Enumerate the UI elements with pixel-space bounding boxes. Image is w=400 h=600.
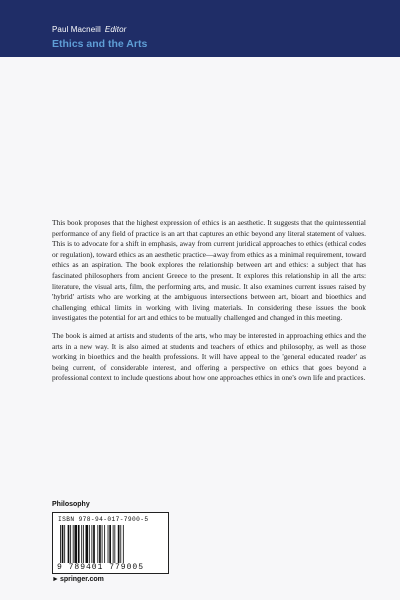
barcode-number: 9 789401 779005: [57, 563, 145, 572]
isbn-label: ISBN 978-94-017-7900-5: [58, 516, 149, 523]
publisher-url: springer.com: [59, 576, 104, 583]
barcode-bar: [74, 525, 77, 563]
subject-category: Philosophy: [52, 501, 90, 508]
barcode-bar: [60, 525, 61, 563]
blurb-paragraph: The book is aimed at artists and students of the arts, who may be interested in approaching ethics and the arts in a new way. It is also aimed at students and teachers of ethics and philosophy, as well as those working in bioethics and the health professions. It will have appeal to the 'general educated reader' as being current, of considerable interest, and offering a perspective on ethics that goes beyond a professional context to include questions about how one approaches ethics in one's own life and practices.: [52, 330, 366, 383]
barcode-bar: [64, 525, 65, 563]
barcode-bar: [99, 525, 101, 563]
barcode-bars: [60, 525, 164, 563]
blurb-paragraph: This book proposes that the highest expression of ethics is an aesthetic. It suggests that the quintessential performance of any field of practice is an art that captures an ethic beyond any literal statement of values. This is to advocate for a shift in emphasis, away from current juridical approaches to ethics (ethical codes or regulation), toward ethics as an aesthetic practice—away from ethics as a minimal requirement, toward ethics as an aspiration. The book explores the relationship between art and ethics: a subject that has fascinated philosophers from ancient Greece to the present. It explores this relationship in all the arts: literature, the visual arts, film, the performing arts, and music. It also examines current issues raised by 'hybrid' artists who are working at the ambiguous intersections between art, bioart and bioethics and challenging ethical limits in working with living materials. In considering these issues the book investigates the potential for art and ethics to be mutually challenged and changed in this meeting.: [52, 218, 366, 323]
barcode-bar: [73, 525, 74, 563]
barcode-bar: [70, 525, 71, 563]
barcode-bar: [83, 525, 84, 563]
author-name: Paul Macneill: [52, 25, 101, 34]
barcode-bar: [104, 525, 105, 563]
barcode-bar: [102, 525, 103, 563]
barcode-bar: [123, 525, 124, 563]
barcode-bar: [118, 525, 120, 563]
barcode-bar: [93, 525, 95, 563]
arrow-icon: ►: [52, 576, 59, 583]
barcode-bar: [120, 525, 121, 563]
barcode-bar: [91, 525, 92, 563]
barcode-block: [52, 512, 169, 574]
barcode-bar: [89, 525, 90, 563]
book-title: Ethics and the Arts: [52, 38, 148, 50]
barcode-bar: [114, 525, 115, 563]
back-cover-blurb: [52, 218, 366, 391]
barcode-bar: [97, 525, 98, 563]
author-role: Editor: [104, 25, 127, 34]
author-line: [52, 25, 126, 34]
header-band: [0, 0, 400, 57]
barcode-bar: [108, 525, 109, 563]
publisher-link[interactable]: [52, 576, 104, 583]
barcode-bar: [78, 525, 80, 563]
barcode-bar: [86, 525, 89, 563]
barcode-bar: [81, 525, 82, 563]
barcode-bar: [68, 525, 70, 563]
barcode-bar: [62, 525, 64, 563]
barcode-bar: [109, 525, 111, 563]
barcode-bar: [113, 525, 114, 563]
